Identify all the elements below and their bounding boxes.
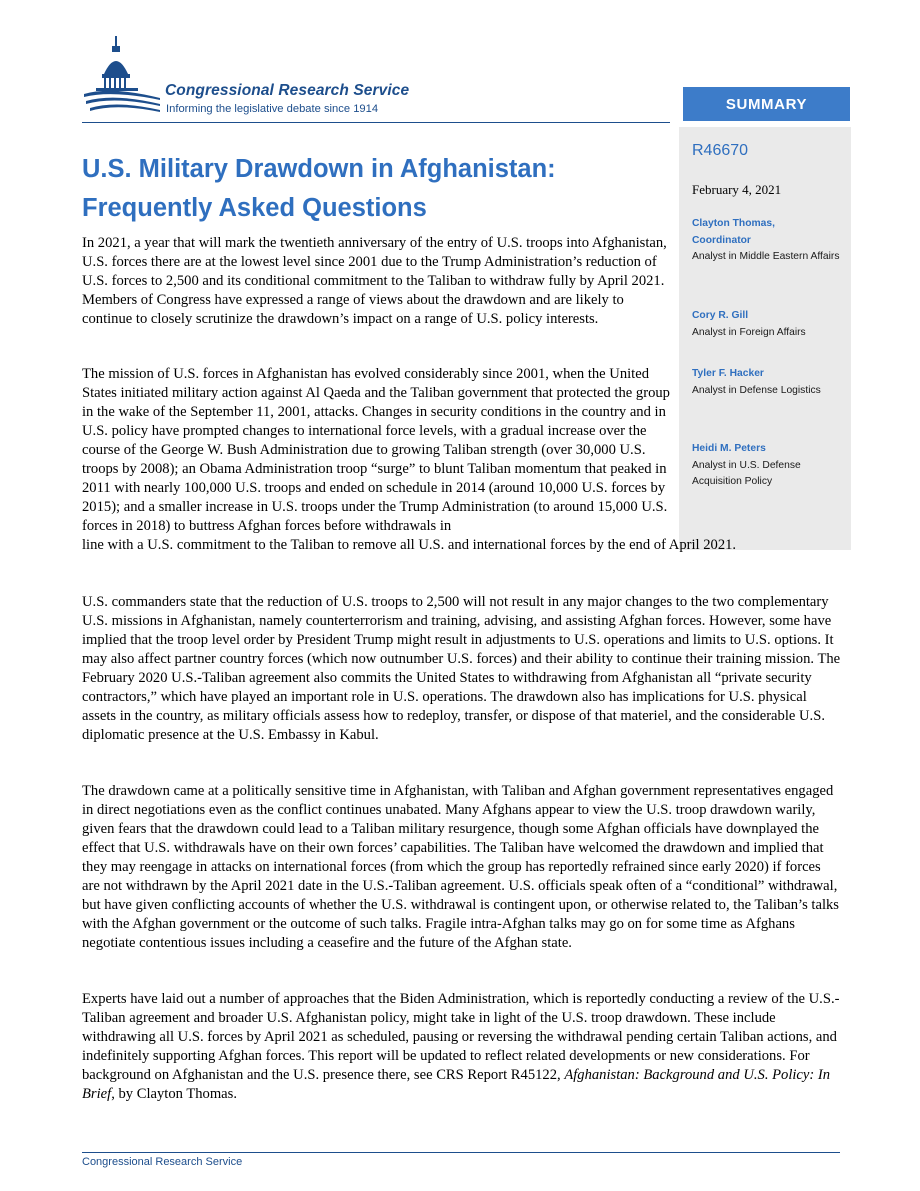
summary-tab: SUMMARY <box>683 87 850 121</box>
paragraph-text: The mission of U.S. forces in Afghanistan has evolved considerably since 2001, when the United States initiated military action against Al Qaeda and the Taliban government that protected the group in the wake of the September 11, 2001, attacks. Changes in security conditions in the country and in U.S. policy have prompted changes to international force levels, with a gradual increase over the course of the George W. Bush Administration due to growing Taliban strength (over 30,000 U.S. troops by 2008); an Obama Administration troop “surge” to blunt Taliban momentum that peaked in 2011 with nearly 100,000 U.S. troops and ended on schedule in 2014 (around 10,000 U.S. forces by 2015); and a smaller increase in U.S. troops under the Trump Administration (to around 15,000 U.S. forces in 2018) to buttress Afghan forces before withdrawals in <box>82 366 670 535</box>
author-entry <box>692 216 842 266</box>
paragraph-text: , by Clayton Thomas. <box>111 1086 237 1103</box>
header-divider <box>82 122 670 123</box>
footer-divider <box>82 1152 840 1153</box>
report-date: February 4, 2021 <box>692 182 782 197</box>
page-title: U.S. Military Drawdown in Afghanistan: Frequently Asked Questions <box>82 155 556 222</box>
paragraph-text: Experts have laid out a number of approaches that the Biden Administration, which is reportedly conducting a review of the U.S.-Taliban agreement and broader U.S. Afghanistan policy, might take in light of the U.S. troop drawdown. These include withdrawing all U.S. forces by April 2021 as scheduled, pausing or reversing the withdrawal pending certain Taliban actions, and indefinitely supporting Afghan forces. This report will be updated to reflect related developments or new considerations. For background on Afghanistan and the U.S. presence there, see CRS Report R45122, <box>82 991 840 1084</box>
summary-paragraph <box>82 365 842 555</box>
author-name: Clayton Thomas, <box>692 218 775 229</box>
report-number: R46670 <box>692 142 749 159</box>
summary-paragraph: U.S. commanders state that the reduction of U.S. troops to 2,500 will not result in any major changes to the two complementary U.S. missions in Afghanistan, namely counterterrorism and training, advising, and assisting Afghan forces. However, some have implied that the troop level order by President Trump might result in adjustments to U.S. operations and limits to U.S. options. It may also affect partner country forces (which now outnumber U.S. forces) and their ability to continue their training mission. The February 2020 U.S.-Taliban agreement also commits the United States to withdrawing from Afghanistan all “private security contractors,” which have played an important role in U.S. operations. The drawdown also has implications for U.S. physical assets in the country, as military officials assess how to redeploy, transfer, or dispose of that materiel, and the considerable U.S. diplomatic presence at the U.S. Embassy in Kabul. <box>82 594 841 744</box>
summary-paragraph: In 2021, a year that will mark the twentieth anniversary of the entry of U.S. troops into Afghanistan, U.S. forces there are at the lowest level since 2001 due to the Trump Administration’s reduction of U.S. forces to 2,500 and its conditional commitment to the Taliban to withdraw fully by April 2021. Members of Congress have expressed a range of views about the drawdown and are likely to continue to closely scrutinize the drawdown’s impact on a range of U.S. policy interests. <box>82 235 667 328</box>
author-role: Analyst in Foreign Affairs <box>692 326 806 338</box>
author-role: Analyst in Defense Logistics <box>692 384 821 396</box>
paragraph-text: line with a U.S. commitment to the Taliban to remove all U.S. and international forces by the end of April 2021. <box>82 537 737 554</box>
summary-paragraph: The drawdown came at a politically sensitive time in Afghanistan, with Taliban and Afghan government representatives engaged in direct negotiations even as the conflict continues unabated. Many Afghans appear to view the U.S. troop drawdown warily, given fears that the drawdown could lead to a Taliban military resurgence, though some Afghan officials have downplayed the effect that U.S. withdrawals have on their own forces’ capabilities. The Taliban have welcomed the drawdown and implied that they may reengage in attacks on international forces (from which the group has reportedly refrained since early 2020) if forces are not withdrawn by the April 2021 date in the U.S.-Taliban agreement. U.S. officials speak often of a “conditional” withdrawal, but have given conflicting accounts of whether the U.S. withdrawal is contingent upon, or otherwise related to, the Taliban’s talks with the Afghan government or the outcome of such talks. Fragile intra-Afghan talks may go on for some time as Afghans negotiate contentious issues including a ceasefire and the future of the Afghan state. <box>82 783 839 952</box>
summary-paragraph <box>82 990 842 1104</box>
author-name: Cory R. Gill <box>692 310 749 321</box>
org-name: Congressional Research Service <box>165 82 410 99</box>
author-name: Heidi M. Peters <box>692 443 766 454</box>
author-title: Coordinator <box>692 234 751 246</box>
report-citation-title: Afghanistan: Background and U.S. Policy: In Brief <box>82 1067 831 1103</box>
author-name: Tyler F. Hacker <box>692 368 764 379</box>
author-role: Analyst in Middle Eastern Affairs <box>692 251 840 262</box>
footer-text: Congressional Research Service <box>82 1156 243 1168</box>
crs-logo <box>82 34 472 124</box>
author-role: Analyst in U.S. Defense Acquisition Policy <box>692 459 801 487</box>
author-entry <box>692 308 842 341</box>
org-tagline: Informing the legislative debate since 1914 <box>166 103 379 115</box>
capitol-dome-icon <box>82 34 162 124</box>
